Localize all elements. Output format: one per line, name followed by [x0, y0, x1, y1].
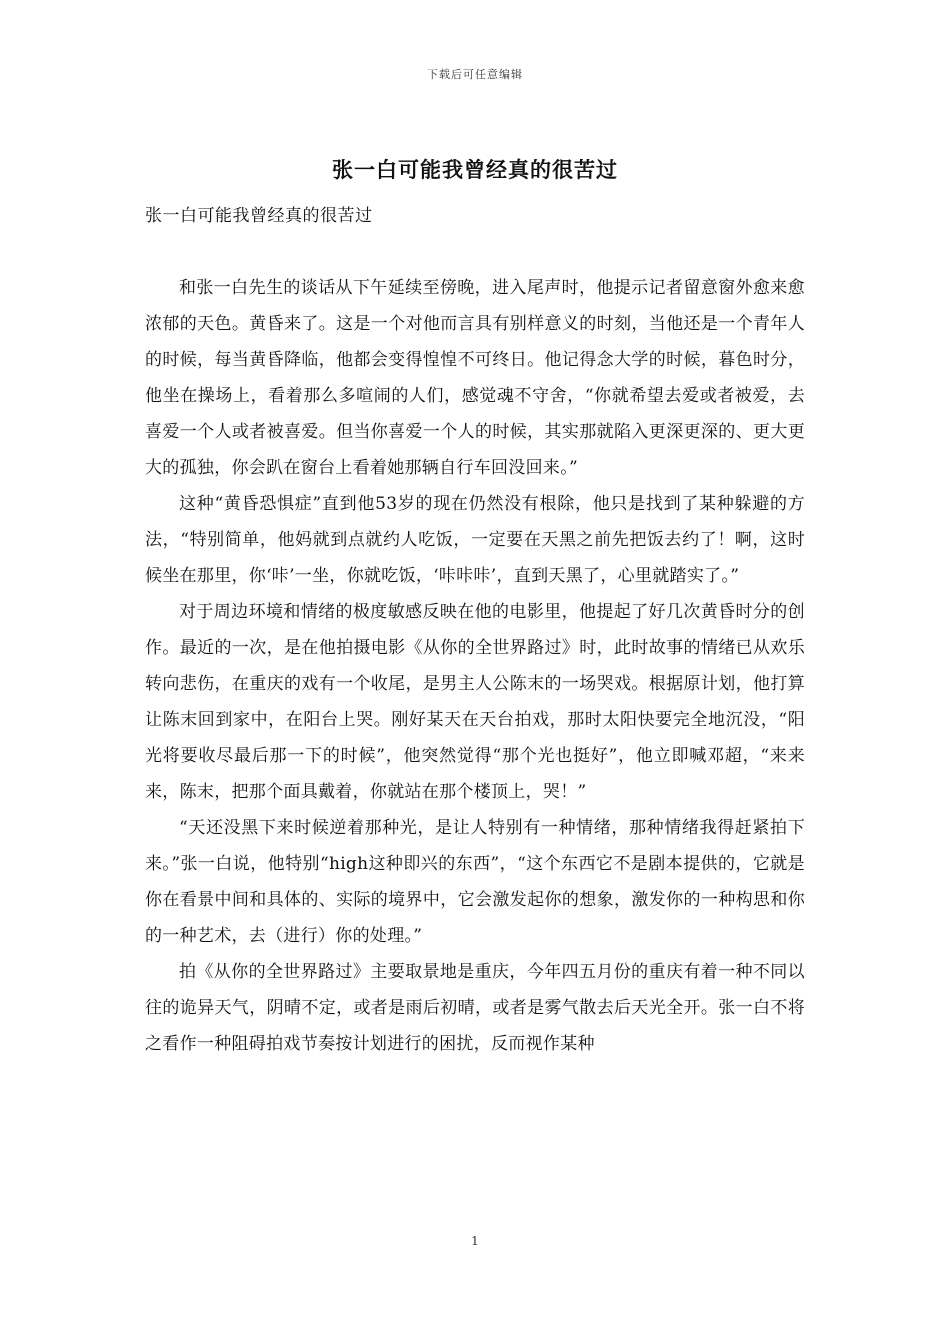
page-header-note: 下载后可任意编辑 [427, 68, 523, 81]
document-subtitle: 张一白可能我曾经真的很苦过 [145, 206, 373, 226]
paragraph-3: 对于周边环境和情绪的极度敏感反映在他的电影里，他提起了好几次黄昏时分的创作。最近的一次，是在他拍摄电影《从你的全世界路过》时，此时故事的情绪已从欢乐转向悲伤，在重庆的戏有一个收尾，是男主人公陈末的一场哭戏。根据原计划，他打算让陈末回到家中，在阳台上哭。刚好某天在天台拍戏，那时太阳快要完全地沉没，“阳光将要收尽最后那一下的时候”，他突然觉得“那个光也挺好”，他立即喊邓超，“来来来，陈末，把那个面具戴着，你就站在那个楼顶上，哭！” [145, 602, 805, 802]
paragraph-4: “天还没黑下来时候逆着那种光，是让人特别有一种情绪，那种情绪我得赶紧拍下来。”张一白说，他特别“high这种即兴的东西”，“这个东西它不是剧本提供的，它就是你在看景中间和具体的、实际的境界中，它会激发起你的想象，激发你的一种构思和你的一种艺术，去（进行）你的处理。” [145, 818, 805, 946]
document-body [145, 270, 805, 1062]
paragraph-5: 拍《从你的全世界路过》主要取景地是重庆，今年四五月份的重庆有着一种不同以往的诡异天气，阴晴不定，或者是雨后初晴，或者是雾气散去后天光全开。张一白不将之看作一种阻碍拍戏节奏按计划进行的困扰，反而视作某种 [145, 962, 805, 1054]
document-title: 张一白可能我曾经真的很苦过 [332, 157, 618, 182]
page-number: 1 [471, 1234, 479, 1248]
paragraph-1: 和张一白先生的谈话从下午延续至傍晚，进入尾声时，他提示记者留意窗外愈来愈浓郁的天色。黄昏来了。这是一个对他而言具有别样意义的时刻，当他还是一个青年人的时候，每当黄昏降临，他都会变得惶惶不可终日。他记得念大学的时候，暮色时分，他坐在操场上，看着那么多喧闹的人们，感觉魂不守舍，“你就希望去爱或者被爱，去喜爱一个人或者被喜爱。但当你喜爱一个人的时候，其实那就陷入更深更深的、更大更大的孤独，你会趴在窗台上看着她那辆自行车回没回来。” [145, 278, 805, 478]
paragraph-2: 这种“黄昏恐惧症”直到他53岁的现在仍然没有根除，他只是找到了某种躲避的方法，“特别简单，他妈就到点就约人吃饭，一定要在天黑之前先把饭去约了！啊，这时候坐在那里，你‘咔’一坐，你就吃饭，‘咔咔咔’，直到天黑了，心里就踏实了。” [145, 494, 805, 586]
